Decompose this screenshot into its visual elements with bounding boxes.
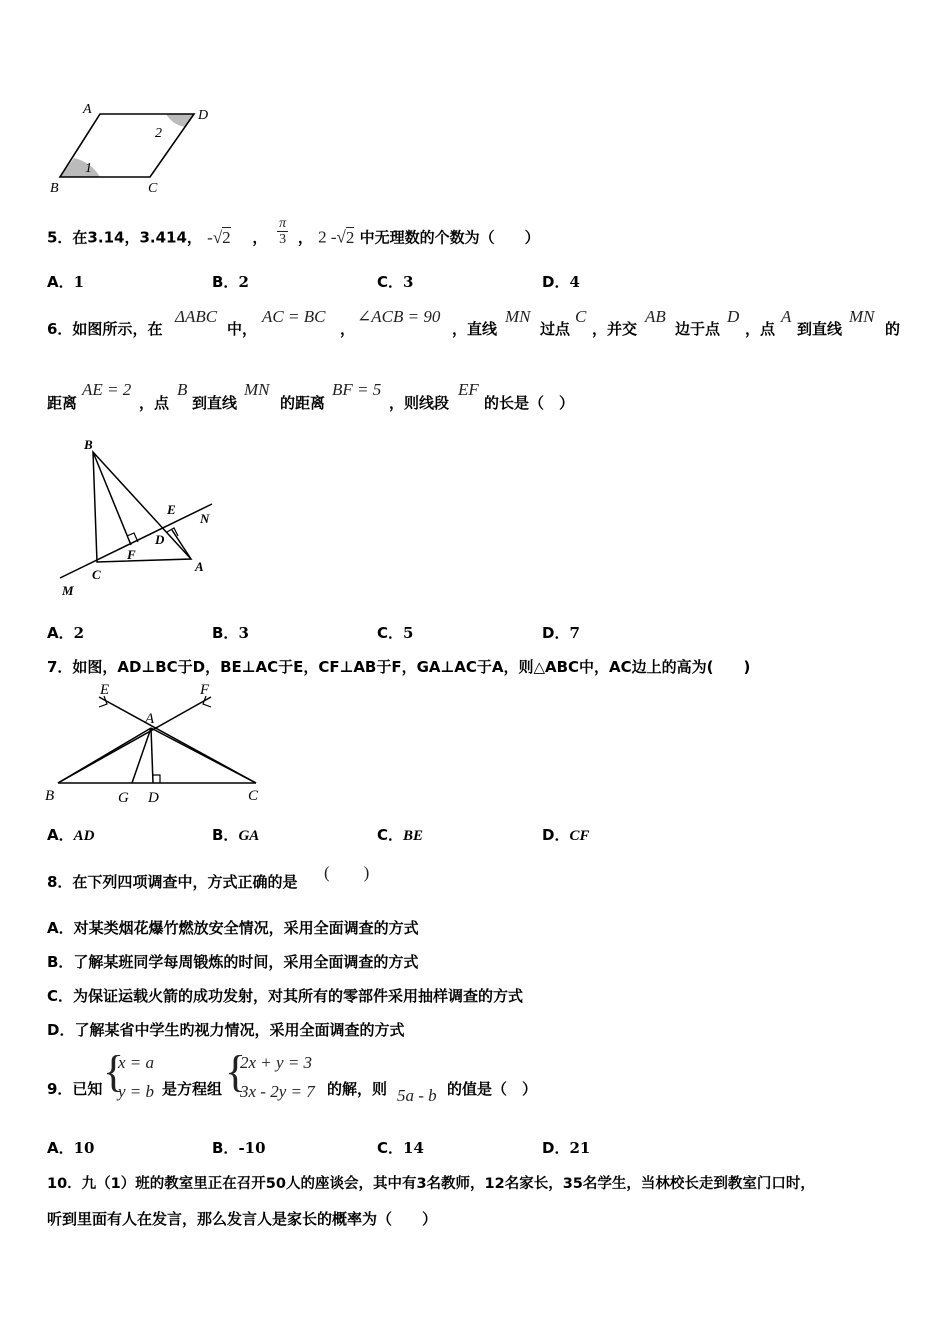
q5-frac-num: π: [279, 216, 287, 231]
q5-two-minus: 2 -: [318, 227, 337, 247]
angle-2-label: 2: [155, 126, 162, 141]
q9-sys1-row1: x = a: [118, 1053, 155, 1072]
q5-option-a[interactable]: A．1: [47, 273, 85, 291]
q6-option-b[interactable]: B．3: [212, 624, 249, 642]
fig6-label-N: N: [200, 511, 210, 526]
q5-neg: -: [207, 227, 213, 247]
q6-triangle-figure: [50, 432, 230, 602]
fig6-label-F: F: [127, 547, 136, 562]
fig6-label-M: M: [62, 583, 74, 598]
q5-comma-1: ，: [252, 228, 268, 247]
q9-sys2-row2: 3x - 2y = 7: [240, 1082, 315, 1101]
q9-option-b[interactable]: B．-10: [212, 1139, 266, 1157]
q8-paren: ( ): [324, 863, 370, 882]
q5-option-b[interactable]: B．2: [212, 273, 249, 291]
question-5: [47, 216, 540, 254]
q7-option-b[interactable]: B．GA: [212, 826, 260, 844]
fig6-label-B: B: [84, 437, 93, 452]
q5-prefix: 5．在3.14，3.414，: [47, 228, 202, 247]
q6-option-d[interactable]: D．7: [542, 624, 580, 642]
q9-brace-2: {: [225, 1047, 247, 1096]
fig6-label-C: C: [92, 567, 101, 582]
question-6-line-1: 6．如图所示，在 ΔABC 中， AC = BC ， ∠ACB = 90 ，直线 MN 过点 C ，并交 AB 边于点 D ，点 A 到直线 MN 的: [47, 307, 901, 338]
q7-triangle-figure: [40, 680, 280, 810]
question-7: 7．如图，AD⊥BC于D，BE⊥AC于E，CF⊥AB于F，GA⊥AC于A，则△ABC中，AC边上的高为( ): [47, 658, 751, 676]
parallelogram-figure: [40, 95, 230, 205]
q5-frac-den: 3: [279, 232, 287, 247]
angle-1-label: 1: [85, 161, 92, 176]
q8-option-a[interactable]: A．对某类烟花爆竹燃放安全情况，采用全面调查的方式: [47, 919, 419, 937]
q9-sys2-row1: 2x + y = 3: [240, 1053, 313, 1072]
q9-expr: 5a - b: [397, 1086, 437, 1105]
q9-option-c[interactable]: C．14: [377, 1139, 424, 1157]
fig7-label-G: G: [118, 790, 129, 806]
label-D: D: [198, 108, 209, 123]
q7-option-c[interactable]: C．BE: [377, 826, 424, 844]
fig7-label-F: F: [200, 682, 210, 698]
q5-option-d[interactable]: D．4: [542, 273, 580, 291]
q8-option-b[interactable]: B．了解某班同学每周锻炼的时间，采用全面调查的方式: [47, 953, 419, 971]
label-A: A: [83, 102, 92, 117]
q9-text-3: 的解，则: [327, 1080, 388, 1098]
q7-option-d[interactable]: D．CF: [542, 826, 590, 844]
question-6-line-2: 距离 AE = 2 ，点 B 到直线 MN 的距离 BF = 5 ，则线段 EF 的长是（ ）: [47, 380, 575, 412]
q9-text-4: 的值是（ ）: [447, 1080, 538, 1098]
q6-option-c[interactable]: C．5: [377, 624, 414, 642]
q5-sqrt-2: √: [336, 227, 346, 247]
q5-sqrt: √: [212, 227, 223, 247]
q5-radicand-2: 2: [345, 227, 355, 247]
q8-option-c[interactable]: C．为保证运载火箭的成功发射，对其所有的零部件采用抽样调查的方式: [47, 987, 524, 1005]
fig7-label-E: E: [100, 682, 110, 698]
q9-option-d[interactable]: D．21: [542, 1139, 591, 1157]
q5-radicand: 2: [222, 227, 231, 247]
fig7-label-B: B: [45, 788, 55, 804]
q7-option-a[interactable]: A．AD: [47, 826, 95, 844]
q9-brace-1: {: [103, 1047, 125, 1096]
label-C: C: [148, 181, 158, 196]
q9-option-a[interactable]: A．10: [47, 1139, 95, 1157]
fig6-label-A: A: [195, 559, 204, 574]
fig7-label-A: A: [145, 711, 155, 727]
question-10-line-1: 10．九（1）班的教室里正在召开50人的座谈会，其中有3名教师，12名家长，35名学生，当林校长走到教室门口时，: [47, 1176, 815, 1192]
q9-text-2: 是方程组: [162, 1080, 223, 1098]
q6-option-a[interactable]: A．2: [47, 624, 85, 642]
question-10-line-2: 听到里面有人在发言，那么发言人是家长的概率为（ ）: [47, 1210, 438, 1228]
question-8: [47, 871, 297, 892]
q5-suffix: 中无理数的个数为（ ）: [359, 228, 540, 247]
q5-option-c[interactable]: C．3: [377, 273, 414, 291]
q5-comma-2: ，: [297, 228, 313, 247]
q8-text: 8．在下列四项调查中，方式正确的是: [47, 873, 298, 891]
fig7-label-D: D: [148, 790, 159, 806]
q8-option-d[interactable]: D．了解某省中学生旳视力情况，采用全面调查的方式: [47, 1021, 405, 1039]
fig7-label-C: C: [248, 788, 259, 804]
fig6-label-E: E: [167, 502, 176, 517]
label-B: B: [50, 181, 59, 196]
fig6-label-D: D: [155, 532, 165, 547]
q9-text-1: 9．已知: [47, 1080, 103, 1098]
q9-sys1-row2: y = b: [118, 1082, 155, 1101]
